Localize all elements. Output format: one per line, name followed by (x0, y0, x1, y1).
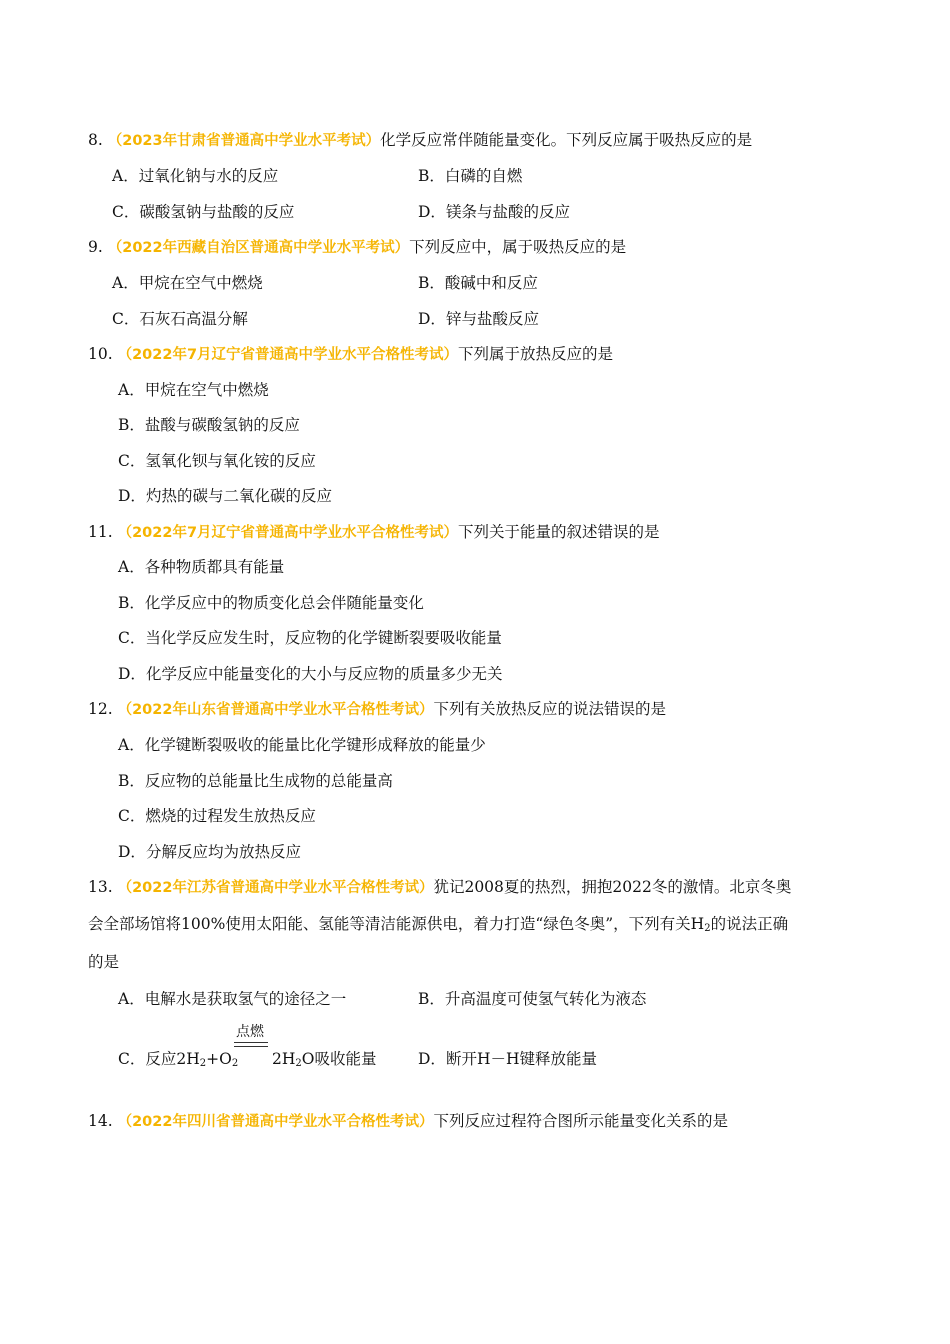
question-13-stem-line2: 会全部场馆将100%使用太阳能、氢能等清洁能源供电，着力打造“绿色冬奥”，下列有关$H_2$的说法正确 (88, 915, 789, 934)
option-b: B．反应物的总能量比生成物的总能量高 (118, 772, 393, 790)
option-b: B．盐酸与碳酸氢钠的反应 (118, 416, 300, 434)
option-b: B．酸碱中和反应 (418, 274, 538, 292)
option-a: A．甲烷在空气中燃烧 (118, 381, 269, 399)
option-c: C．碳酸氢钠与盐酸的反应 (112, 203, 295, 221)
question-13-stem-line3: 的是 (88, 953, 120, 971)
question-number: 9. (88, 238, 103, 256)
question-number: 8. (88, 131, 103, 149)
question-text: 犹记2008夏的热烈，拥抱2022冬的激情。北京冬奥 (433, 878, 792, 896)
question-11-stem (88, 522, 660, 543)
option-a: A．各种物质都具有能量 (118, 558, 285, 576)
option-a: A．化学键断裂吸收的能量比化学键形成释放的能量少 (118, 736, 486, 754)
option-b: B．化学反应中的物质变化总会伴随能量变化 (118, 594, 424, 612)
equation-double-line (234, 1042, 268, 1047)
question-text: 下列反应过程符合图所示能量变化关系的是 (433, 1112, 728, 1130)
question-text: 下列关于能量的叙述错误的是 (458, 523, 660, 541)
option-c: C．氢氧化钡与氧化铵的反应 (118, 452, 316, 470)
question-source: （2022年7月辽宁省普通高中学业水平合格性考试） (117, 347, 459, 363)
question-12-stem (88, 699, 666, 720)
option-a: A．甲烷在空气中燃烧 (112, 274, 263, 292)
question-source: （2022年山东省普通高中学业水平合格性考试） (117, 702, 434, 718)
question-9-stem (88, 237, 626, 258)
question-number: 12. (88, 700, 113, 718)
question-source: （2022年西藏自治区普通高中学业水平考试） (107, 240, 410, 256)
question-13-stem (88, 877, 791, 898)
option-d: D．断开H－H键释放能量 (418, 1050, 597, 1068)
option-c-products: $2H_2O$吸收能量 (272, 1050, 377, 1069)
question-source: （2022年江苏省普通高中学业水平合格性考试） (117, 880, 434, 896)
option-a: A．电解水是获取氢气的途径之一 (118, 990, 347, 1008)
question-number: 13. (88, 878, 113, 896)
option-b: B．白磷的自燃 (418, 167, 523, 185)
question-number: 11. (88, 523, 113, 541)
question-text: 下列反应中，属于吸热反应的是 (409, 238, 627, 256)
question-source: （2023年甘肃省普通高中学业水平考试） (107, 133, 381, 149)
option-a: A．过氧化钠与水的反应 (112, 167, 279, 185)
option-c: C．石灰石高温分解 (112, 310, 248, 328)
option-d: D．镁条与盐酸的反应 (418, 203, 570, 221)
question-source: （2022年7月辽宁省普通高中学业水平合格性考试） (117, 525, 459, 541)
question-text: 化学反应常伴随能量变化。下列反应属于吸热反应的是 (380, 131, 753, 149)
question-text: 下列有关放热反应的说法错误的是 (433, 700, 666, 718)
option-d: D．化学反应中能量变化的大小与反应物的质量多少无关 (118, 665, 503, 683)
option-b: B．升高温度可使氢气转化为液态 (418, 990, 647, 1008)
question-number: 14. (88, 1112, 113, 1130)
question-source: （2022年四川省普通高中学业水平合格性考试） (117, 1114, 434, 1130)
reaction-condition: 点燃 (236, 1024, 264, 1040)
option-d: D．锌与盐酸反应 (418, 310, 539, 328)
question-8-stem (88, 130, 752, 151)
option-d: D．分解反应均为放热反应 (118, 843, 301, 861)
question-text: 下列属于放热反应的是 (458, 345, 614, 363)
option-c: C．燃烧的过程发生放热反应 (118, 807, 316, 825)
option-c: C．当化学反应发生时，反应物的化学键断裂要吸收能量 (118, 629, 502, 647)
option-c: C．反应$2H_2+O_2$ (118, 1050, 239, 1069)
question-14-stem (88, 1111, 728, 1132)
question-number: 10. (88, 345, 113, 363)
option-d: D．灼热的碳与二氧化碳的反应 (118, 487, 332, 505)
question-10-stem (88, 344, 613, 365)
